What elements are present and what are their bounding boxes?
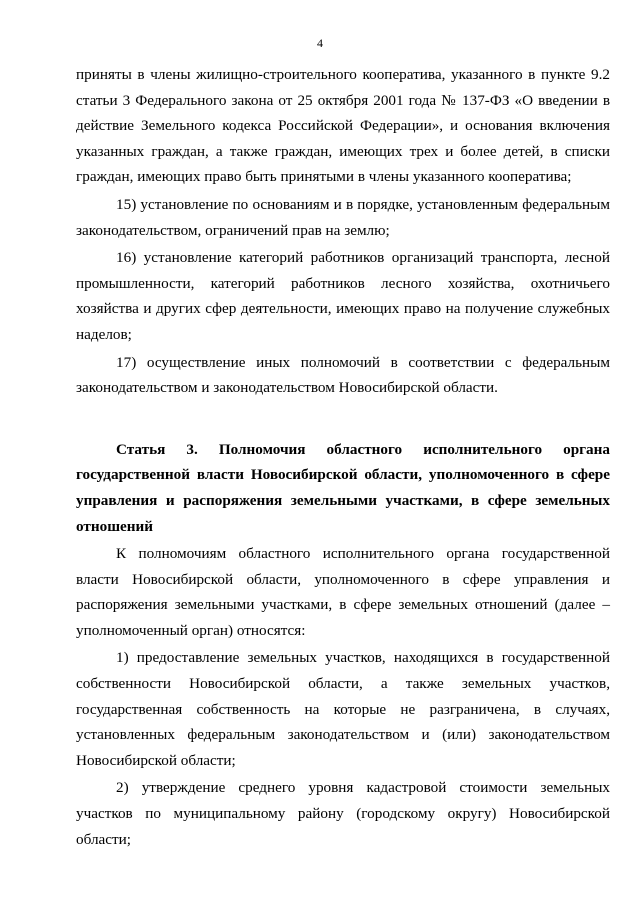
document-body — [76, 62, 610, 852]
article-3-item-2: 2) утверждение среднего уровня кадастровой стоимости земельных участков по муниципальному району (городскому округу) Новосибирской области; — [76, 779, 610, 848]
section-spacer — [76, 401, 610, 437]
page-number: 4 — [317, 36, 323, 50]
article-3-heading: Статья 3. Полномочия областного исполнительного органа государственной власти Новосибирской области, уполномоченного в сфере управления и распоряжения земельными участками, в сфере земельных отношений — [76, 440, 610, 535]
article-3-intro: К полномочиям областного исполнительного органа государственной власти Новосибирской области, уполномоченного в сфере управления и распоряжения земельными участками, в сфере земельных отношений (далее – уполномоченный орган) относятся: — [76, 545, 610, 639]
article-3-item-1: 1) предоставление земельных участков, находящихся в государственной собственности Новосибирской области, а также земельных участков, государственная собственность на которые не разграничена, в случаях, установленных федеральным законодательством и (или) законодательством Новосибирской области; — [76, 649, 610, 769]
paragraph-item-15: 15) установление по основаниям и в порядке, установленным федеральным законодательством, ограничений прав на землю; — [76, 195, 610, 239]
paragraph-item-16: 16) установление категорий работников организаций транспорта, лесной промышленности, категорий работников лесного хозяйства, охотничьего хозяйства и других сфер деятельности, имеющих право на получение служебных наделов; — [76, 249, 610, 343]
paragraph-continuation: приняты в члены жилищно-строительного кооператива, указанного в пункте 9.2 статьи 3 Федерального закона от 25 октября 2001 года № 137-ФЗ «О введении в действие Земельного кодекса Российской Федерации», и основания включения указанных граждан, а также граждан, имеющих трех и более детей, в списки граждан, имеющих право быть принятыми в члены указанного кооператива; — [76, 66, 610, 186]
paragraph-item-17: 17) осуществление иных полномочий в соответствии с федеральным законодательством и законодательством Новосибирской области. — [76, 353, 610, 397]
